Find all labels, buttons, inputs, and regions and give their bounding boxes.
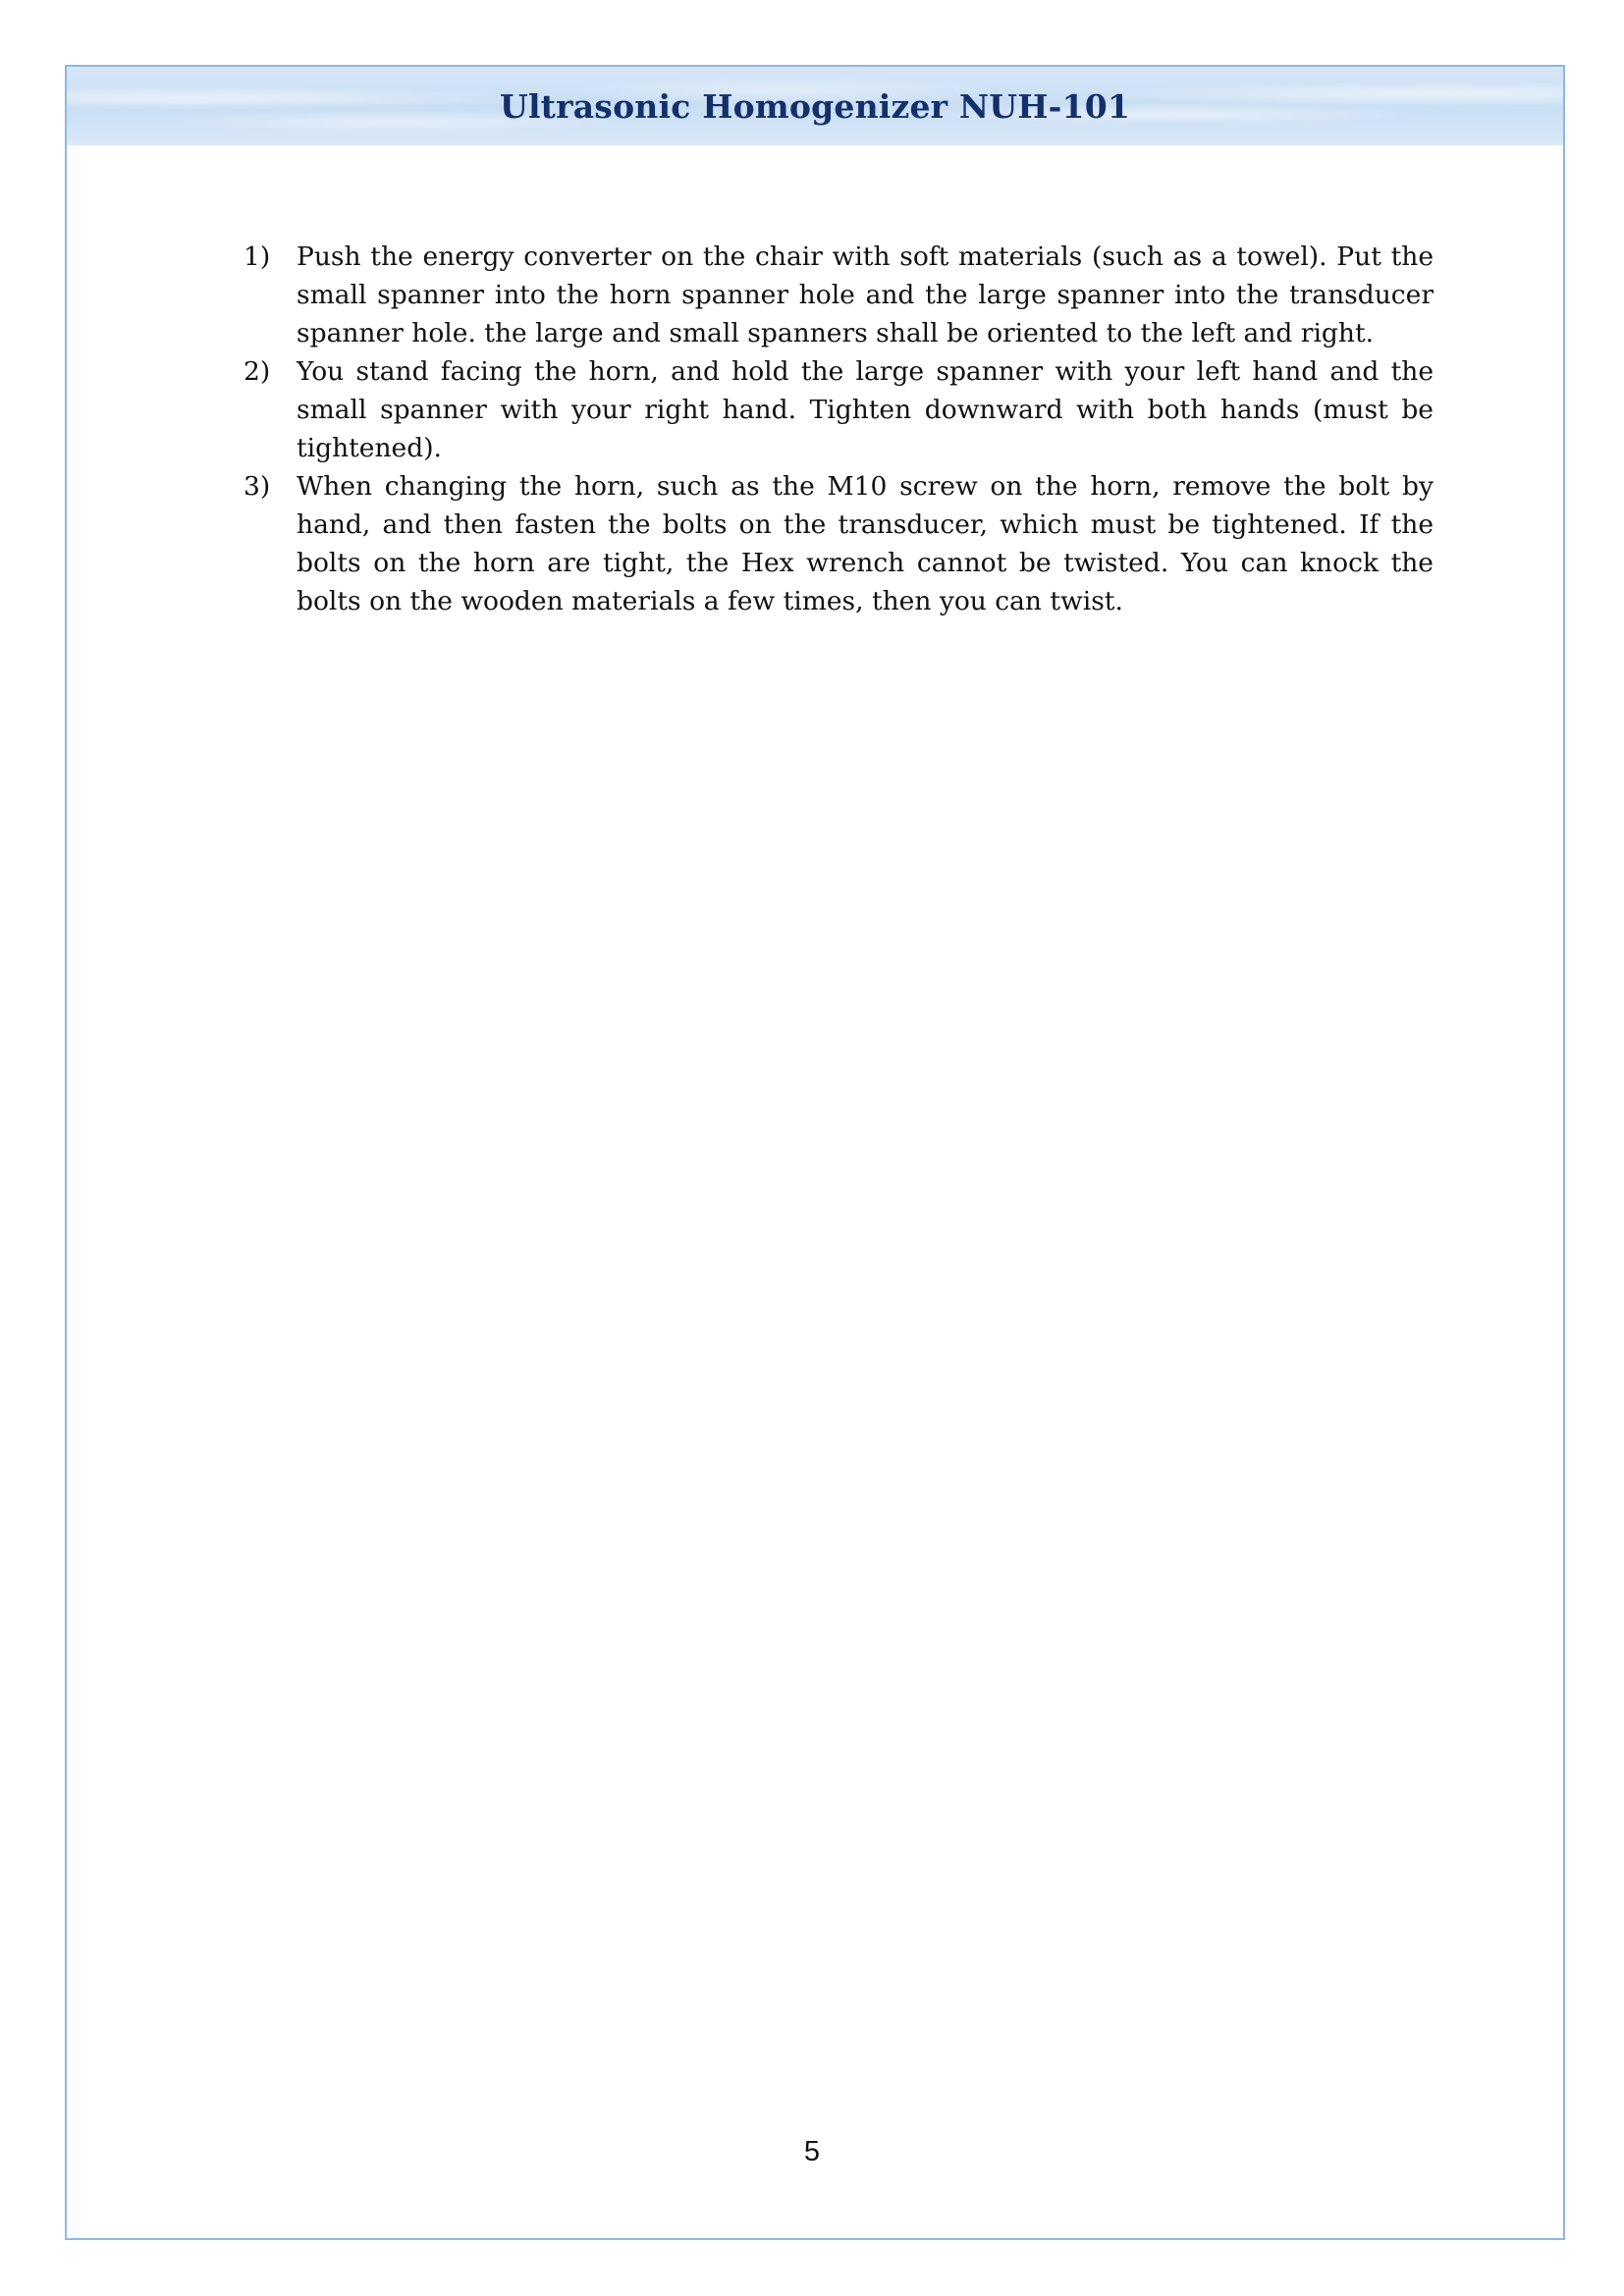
step-text: You stand facing the horn, and hold the large spanner with your left hand and the small spanner with your right hand. Tighten downward with both hands (must be tightened). bbox=[297, 356, 1434, 463]
step-text: When changing the horn, such as the M10 screw on the horn, remove the bolt by hand, and then fasten the bolts on the transducer, which must be tightened. If the bolts on the horn are tight, the Hex wrench cannot be twisted. You can knock the bolts on the wooden materials a few times, then you can twist. bbox=[297, 471, 1434, 616]
list-item bbox=[244, 238, 1434, 352]
header-band bbox=[67, 67, 1563, 145]
step-number: 2) bbox=[244, 356, 271, 387]
step-number: 1) bbox=[244, 241, 271, 272]
step-text: Push the energy converter on the chair with soft materials (such as a towel). Put the small spanner into the horn spanner hole and the large spanner into the transducer spanner hole. the large and small spanners shall be oriented to the left and right. bbox=[297, 241, 1434, 348]
instruction-list bbox=[244, 238, 1434, 620]
list-item bbox=[244, 352, 1434, 467]
step-number: 3) bbox=[244, 471, 271, 502]
page-number: 5 bbox=[803, 2136, 821, 2167]
list-item bbox=[244, 467, 1434, 620]
document-title: Ultrasonic Homogenizer NUH-101 bbox=[499, 86, 1131, 126]
